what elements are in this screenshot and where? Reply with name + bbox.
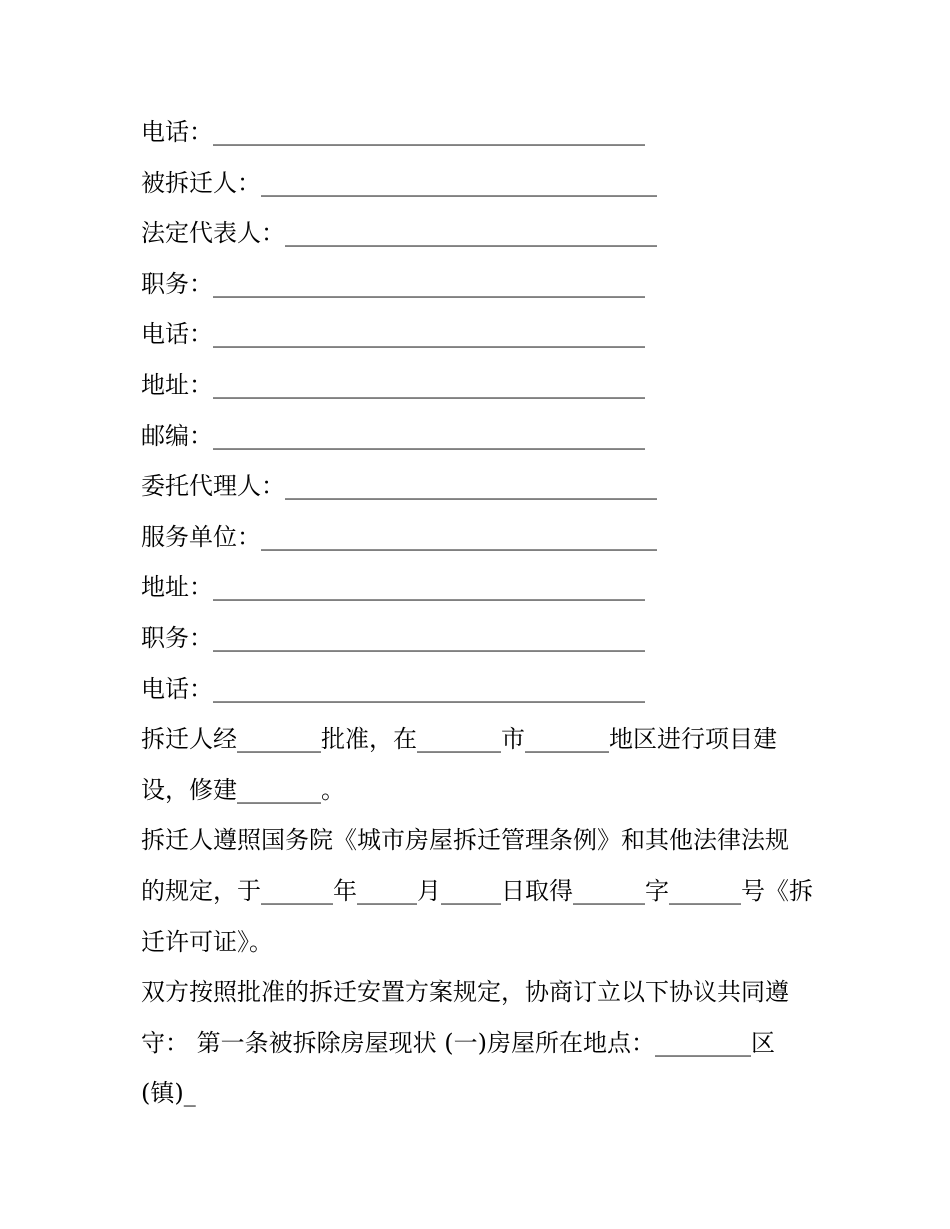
approval-line-1: 拆迁人经_______批准，在_______市_______地区进行项目建 xyxy=(141,725,777,754)
approval-line-2: 设，修建_______。 xyxy=(141,775,345,804)
agreement-line-1: 双方按照批准的拆迁安置方案规定，协商订立以下协议共同遵 xyxy=(141,978,789,1007)
postcode-field: 邮编：____________________________________ xyxy=(141,421,645,450)
permit-paragraph xyxy=(141,815,821,967)
permit-line-2: 的规定，于______年_____月_____日取得______字______号《拆 xyxy=(141,876,813,905)
position-field-1: 职务：____________________________________ xyxy=(141,269,645,298)
agent-field: 委托代理人：_______________________________ xyxy=(141,472,657,501)
legal-representative-field: 法定代表人：_______________________________ xyxy=(141,219,657,248)
address-field-1: 地址：____________________________________ xyxy=(141,370,645,399)
phone-field-1: 电话：____________________________________ xyxy=(141,118,645,146)
position-field-2: 职务：____________________________________ xyxy=(141,623,645,652)
agreement-line-3: (镇)_ xyxy=(141,1079,196,1108)
phone-field-2: 电话：____________________________________ xyxy=(141,320,645,349)
permit-line-1: 拆迁人遵照国务院《城市房屋拆迁管理条例》和其他法律法规 xyxy=(141,826,789,855)
address-field-2: 地址：____________________________________ xyxy=(141,573,645,602)
agreement-line-2: 守： 第一条被拆除房屋现状 (一)房屋所在地点：________区 xyxy=(141,1028,775,1057)
employer-field: 服务单位：_________________________________ xyxy=(141,522,657,551)
contract-body xyxy=(141,107,821,1119)
approval-paragraph xyxy=(141,714,821,815)
agreement-paragraph xyxy=(141,967,821,1119)
phone-field-3: 电话：____________________________________ xyxy=(141,674,645,703)
demolishee-field: 被拆迁人：_________________________________ xyxy=(141,168,657,197)
permit-line-3: 迁许可证》。 xyxy=(141,927,273,956)
